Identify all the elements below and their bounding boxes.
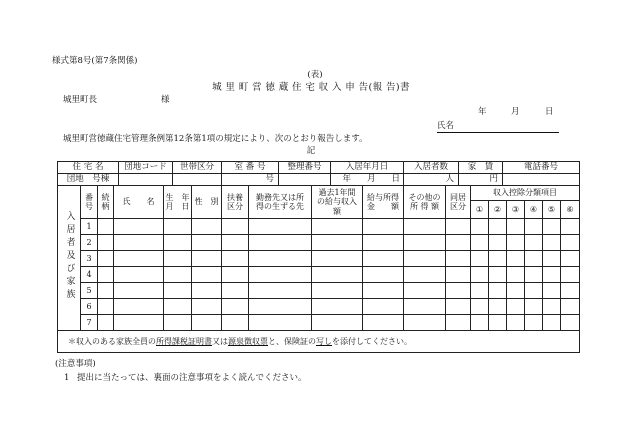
cohabitation-class-cell bbox=[446, 267, 471, 283]
deduction-4-cell bbox=[525, 251, 543, 267]
header-room-number: 室 番 号 bbox=[222, 162, 279, 174]
occupants-cell bbox=[404, 174, 459, 186]
deduction-6-cell bbox=[561, 299, 580, 315]
deduction-5-cell bbox=[543, 219, 561, 235]
deduction-3-cell bbox=[507, 251, 525, 267]
other-income-cell bbox=[404, 299, 446, 315]
addressee-name: 城里町長 bbox=[63, 95, 98, 105]
intro-text: 城里町営徳蔵住宅管理条例第12条第1項の規定により、次のとおり報告します。 bbox=[63, 134, 368, 144]
sex-cell bbox=[192, 267, 222, 283]
other-income-cell bbox=[404, 267, 446, 283]
phone-cell bbox=[503, 174, 580, 186]
relationship-cell bbox=[98, 299, 114, 315]
attachment-note bbox=[58, 331, 580, 353]
header-deduction-5: ⑤ bbox=[543, 201, 561, 219]
deduction-1-cell bbox=[471, 267, 489, 283]
header-relationship: 続 柄 bbox=[98, 186, 114, 219]
deduction-2-cell bbox=[489, 299, 507, 315]
notes-heading: (注意事項) bbox=[55, 359, 96, 369]
birth-date-cell bbox=[164, 235, 192, 251]
other-income-cell bbox=[404, 283, 446, 299]
attachment-note-text: ＊収入のある家族全員の bbox=[68, 336, 156, 346]
sex-cell bbox=[192, 299, 222, 315]
other-income-cell bbox=[404, 219, 446, 235]
housing-header-row bbox=[58, 162, 580, 174]
housing-table bbox=[57, 161, 580, 186]
family-row-number: 1 bbox=[81, 219, 98, 235]
family-section-cell bbox=[58, 186, 81, 331]
header-other-income: その他の 所 得 額 bbox=[404, 186, 446, 219]
past-year-salary-cell bbox=[312, 251, 363, 267]
deduction-5-cell bbox=[543, 283, 561, 299]
deduction-2-cell bbox=[489, 267, 507, 283]
dependent-class-cell bbox=[222, 251, 249, 267]
reference-number-cell bbox=[279, 174, 331, 186]
header-birth-date: 生 年 月 日 bbox=[164, 186, 192, 219]
date-year-label: 年 bbox=[478, 107, 487, 117]
employer-cell bbox=[249, 283, 312, 299]
deduction-1-cell bbox=[471, 219, 489, 235]
header-deduction-1: ① bbox=[471, 201, 489, 219]
deduction-5-cell bbox=[543, 315, 561, 331]
header-housing-name: 住 宅 名 bbox=[58, 162, 119, 174]
deduction-6-cell bbox=[561, 251, 580, 267]
cohabitation-class-cell bbox=[446, 251, 471, 267]
salary-income-cell bbox=[363, 251, 404, 267]
ki-label: 記 bbox=[306, 146, 316, 156]
deduction-6-cell bbox=[561, 315, 580, 331]
header-past-year-salary: 過去1年間 の給与収入 額 bbox=[312, 186, 363, 219]
name-cell bbox=[114, 235, 164, 251]
deduction-3-cell bbox=[507, 219, 525, 235]
sex-cell bbox=[192, 251, 222, 267]
deduction-1-cell bbox=[471, 235, 489, 251]
room-number-suffix: 号 bbox=[265, 173, 274, 184]
deduction-4-cell bbox=[525, 235, 543, 251]
cohabitation-class-cell bbox=[446, 283, 471, 299]
relationship-cell bbox=[98, 267, 114, 283]
relationship-cell bbox=[98, 235, 114, 251]
salary-income-cell bbox=[363, 299, 404, 315]
housing-name-cell: 団地 号棟 bbox=[58, 174, 119, 186]
deduction-3-cell bbox=[507, 283, 525, 299]
date-month-label: 月 bbox=[511, 107, 520, 117]
deduction-5-cell bbox=[543, 235, 561, 251]
header-rent: 家 賃 bbox=[459, 162, 503, 174]
sex-cell bbox=[192, 235, 222, 251]
deduction-3-cell bbox=[507, 315, 525, 331]
deduction-3-cell bbox=[507, 235, 525, 251]
sex-cell bbox=[192, 283, 222, 299]
name-cell bbox=[114, 251, 164, 267]
relationship-cell bbox=[98, 315, 114, 331]
deduction-4-cell bbox=[525, 219, 543, 235]
header-deduction-items: 収入控除分類項目 bbox=[471, 186, 580, 201]
header-deduction-3: ③ bbox=[507, 201, 525, 219]
header-move-in-date: 入居年月日 bbox=[331, 162, 404, 174]
header-reference-number: 整理番号 bbox=[279, 162, 331, 174]
header-name: 氏 名 bbox=[114, 186, 164, 219]
report-table bbox=[57, 161, 579, 353]
family-row bbox=[58, 267, 580, 283]
attachment-note-text: と、保険証の bbox=[268, 336, 316, 346]
side-label: (表) bbox=[307, 70, 323, 80]
sex-cell bbox=[192, 315, 222, 331]
estate-code-cell bbox=[119, 174, 173, 186]
deduction-2-cell bbox=[489, 251, 507, 267]
deduction-1-cell bbox=[471, 251, 489, 267]
move-in-month-unit: 月 bbox=[366, 173, 376, 184]
rent-cell bbox=[459, 174, 503, 186]
move-in-date-units bbox=[331, 175, 403, 185]
move-in-day-unit: 日 bbox=[391, 173, 400, 184]
name-cell bbox=[114, 299, 164, 315]
housing-table-body bbox=[58, 162, 580, 186]
header-cohabitation-class: 同居 区分 bbox=[446, 186, 471, 219]
family-row bbox=[58, 283, 580, 299]
header-sex: 性 別 bbox=[192, 186, 222, 219]
deduction-1-cell bbox=[471, 315, 489, 331]
date-day-label: 日 bbox=[545, 107, 554, 117]
dependent-class-cell bbox=[222, 315, 249, 331]
employer-cell bbox=[249, 251, 312, 267]
deduction-3-cell bbox=[507, 267, 525, 283]
deduction-5-cell bbox=[543, 299, 561, 315]
employer-cell bbox=[249, 299, 312, 315]
dependent-class-cell bbox=[222, 299, 249, 315]
dependent-class-cell bbox=[222, 283, 249, 299]
dependent-class-cell bbox=[222, 267, 249, 283]
attachment-note-row bbox=[58, 331, 580, 353]
family-row bbox=[58, 299, 580, 315]
attachment-note-text: を添付してください。 bbox=[332, 336, 412, 346]
cohabitation-class-cell bbox=[446, 299, 471, 315]
past-year-salary-cell bbox=[312, 299, 363, 315]
header-number: 番 号 bbox=[81, 186, 98, 219]
employer-cell bbox=[249, 315, 312, 331]
copy-underlined: 写し bbox=[316, 336, 332, 346]
header-household-class: 世帯区分 bbox=[173, 162, 222, 174]
salary-income-cell bbox=[363, 235, 404, 251]
dependent-class-cell bbox=[222, 219, 249, 235]
move-in-year-unit: 年 bbox=[342, 173, 351, 184]
employer-cell bbox=[249, 235, 312, 251]
family-header-row bbox=[58, 186, 580, 201]
deduction-2-cell bbox=[489, 219, 507, 235]
form-number: 様式第8号(第7条関係) bbox=[52, 56, 138, 66]
document-title: 城 里 町 営 徳 蔵 住 宅 収 入 申 告(報 告)書 bbox=[212, 82, 410, 93]
salary-income-cell bbox=[363, 267, 404, 283]
note-item-number: 1 bbox=[64, 373, 70, 383]
attachment-note-text: 又は bbox=[212, 336, 228, 346]
header-employer: 勤務先又は所 得の生ずる先 bbox=[249, 186, 312, 219]
deduction-2-cell bbox=[489, 315, 507, 331]
relationship-cell bbox=[98, 283, 114, 299]
past-year-salary-cell bbox=[312, 267, 363, 283]
deduction-5-cell bbox=[543, 267, 561, 283]
family-row-number: 2 bbox=[81, 235, 98, 251]
birth-date-cell bbox=[164, 283, 192, 299]
deduction-4-cell bbox=[525, 267, 543, 283]
dependent-class-cell bbox=[222, 235, 249, 251]
name-cell bbox=[114, 219, 164, 235]
salary-income-cell bbox=[363, 315, 404, 331]
deduction-6-cell bbox=[561, 235, 580, 251]
family-row bbox=[58, 219, 580, 235]
header-occupants: 入居者数 bbox=[404, 162, 459, 174]
header-dependent-class: 扶養 区分 bbox=[222, 186, 249, 219]
birth-date-cell bbox=[164, 267, 192, 283]
deduction-4-cell bbox=[525, 299, 543, 315]
family-table-body bbox=[58, 186, 580, 353]
birth-date-cell bbox=[164, 219, 192, 235]
applicant-name-underline bbox=[437, 132, 559, 133]
other-income-cell bbox=[404, 235, 446, 251]
family-row bbox=[58, 315, 580, 331]
header-deduction-2: ② bbox=[489, 201, 507, 219]
family-row bbox=[58, 251, 580, 267]
note-item-text: 提出に当たっては、裏面の注意事項をよく読んでください。 bbox=[77, 373, 307, 383]
housing-value-row bbox=[58, 174, 580, 186]
deduction-4-cell bbox=[525, 283, 543, 299]
relationship-cell bbox=[98, 251, 114, 267]
move-in-date-cell bbox=[331, 174, 404, 186]
family-row-number: 3 bbox=[81, 251, 98, 267]
deduction-6-cell bbox=[561, 219, 580, 235]
name-cell bbox=[114, 267, 164, 283]
deduction-4-cell bbox=[525, 315, 543, 331]
employer-cell bbox=[249, 219, 312, 235]
birth-date-cell bbox=[164, 315, 192, 331]
header-deduction-4: ④ bbox=[525, 201, 543, 219]
past-year-salary-cell bbox=[312, 315, 363, 331]
deduction-6-cell bbox=[561, 283, 580, 299]
occupants-unit: 人 bbox=[445, 173, 454, 184]
past-year-salary-cell bbox=[312, 283, 363, 299]
income-certificate-underlined: 所得課税証明書 bbox=[156, 336, 212, 346]
header-estate-code: 団地コード bbox=[119, 162, 173, 174]
addressee-honorific: 様 bbox=[161, 95, 170, 105]
withholding-slip-underlined: 源泉徴収票 bbox=[228, 336, 268, 346]
salary-income-cell bbox=[363, 283, 404, 299]
other-income-cell bbox=[404, 251, 446, 267]
salary-income-cell bbox=[363, 219, 404, 235]
cohabitation-class-cell bbox=[446, 219, 471, 235]
past-year-salary-cell bbox=[312, 235, 363, 251]
other-income-cell bbox=[404, 315, 446, 331]
header-salary-income: 給与所得 金 額 bbox=[363, 186, 404, 219]
family-table bbox=[57, 185, 580, 353]
family-row-number: 5 bbox=[81, 283, 98, 299]
birth-date-cell bbox=[164, 251, 192, 267]
birth-date-cell bbox=[164, 299, 192, 315]
header-deduction-6: ⑥ bbox=[561, 201, 580, 219]
name-cell bbox=[114, 283, 164, 299]
employer-cell bbox=[249, 267, 312, 283]
deduction-5-cell bbox=[543, 251, 561, 267]
deduction-1-cell bbox=[471, 283, 489, 299]
deduction-1-cell bbox=[471, 299, 489, 315]
cohabitation-class-cell bbox=[446, 235, 471, 251]
household-class-cell bbox=[173, 174, 222, 186]
past-year-salary-cell bbox=[312, 219, 363, 235]
relationship-cell bbox=[98, 219, 114, 235]
family-section-label: 入居者及び家族 bbox=[64, 211, 75, 303]
deduction-2-cell bbox=[489, 235, 507, 251]
sex-cell bbox=[192, 219, 222, 235]
applicant-name-label: 氏名 bbox=[437, 121, 455, 131]
family-row bbox=[58, 235, 580, 251]
family-row-number: 7 bbox=[81, 315, 98, 331]
header-phone: 電話番号 bbox=[503, 162, 580, 174]
deduction-2-cell bbox=[489, 283, 507, 299]
room-number-cell bbox=[222, 174, 279, 186]
name-cell bbox=[114, 315, 164, 331]
cohabitation-class-cell bbox=[446, 315, 471, 331]
deduction-3-cell bbox=[507, 299, 525, 315]
rent-unit: 円 bbox=[489, 173, 498, 184]
family-row-number: 4 bbox=[81, 267, 98, 283]
family-row-number: 6 bbox=[81, 299, 98, 315]
deduction-6-cell bbox=[561, 267, 580, 283]
